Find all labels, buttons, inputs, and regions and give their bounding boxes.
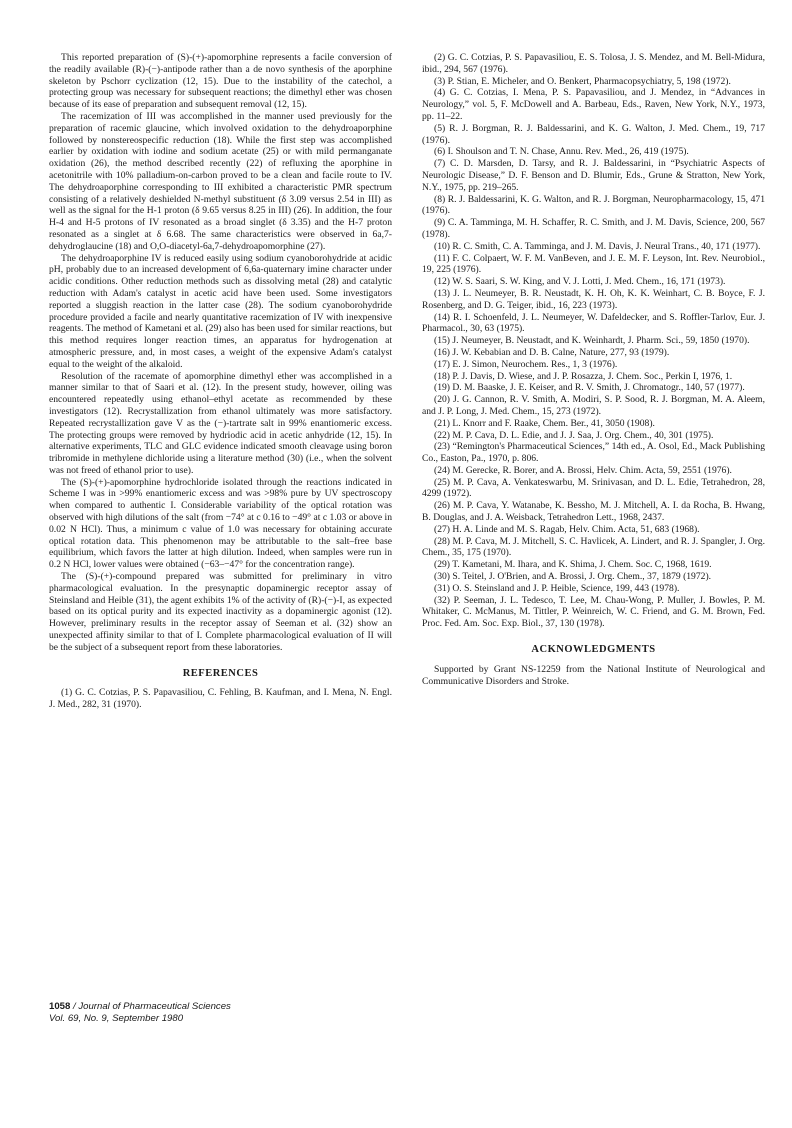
- body-text: [49, 52, 392, 654]
- reference-item: (22) M. P. Cava, D. L. Edie, and J. J. Saa, J. Org. Chem., 40, 301 (1975).: [434, 429, 714, 441]
- page-number: 1058: [49, 1001, 71, 1012]
- reference-item: (16) J. W. Kebabian and D. B. Calne, Nature, 277, 93 (1979).: [434, 346, 670, 358]
- reference-item: (14) R. I. Schoenfeld, J. L. Neumeyer, W. Dafeldecker, and S. Roffler-Tarlov, Eur. J. Pharmacol., 30, 63 (1975).: [422, 311, 765, 335]
- reference-item: (23) “Remington's Pharmaceutical Sciences,” 14th ed., A. Osol, Ed., Mack Publishing Co., Easton, Pa., 1970, p. 806.: [422, 441, 765, 465]
- body-paragraph: Resolution of the racemate of apomorphine dimethyl ether was accomplished in a manner similar to that of Saari et al. (12). In the present study, however, oiling was encountered repeatedly using ethanol–ethyl acetate as recommended by these investigators (12). Recrystallization from ethanol ultimately was more satisfactory. Repeated recrystallization gave V as the (−)-tartrate salt in 99% enantiomeric excess. The protecting groups were removed by hydriodic acid in acetic anhydride (12, 15). In alternative experiments, TLC and GLC evidence indicated smooth cleavage using boron tribromide in methylene dichloride using a literature method (30) (i.e., when the solvent was not freed of ethanol prior to use).: [49, 370, 392, 476]
- reference-item: (24) M. Gerecke, R. Borer, and A. Brossi, Helv. Chim. Acta, 59, 2551 (1976).: [434, 464, 732, 476]
- reference-item: (4) G. C. Cotzias, I. Mena, P. S. Papavasiliou, and J. Mendez, in “Advances in Neurology,” vol. 5, F. McDowell and A. Barbeau, Eds., Raven, New York, N.Y., 1973, pp. 11–22.: [422, 87, 765, 122]
- reference-item: (28) M. P. Cava, M. J. Mitchell, S. C. Havlicek, A. Lindert, and R. J. Spangler, J. Org. Chem., 35, 175 (1970).: [422, 535, 765, 559]
- reference-item: (15) J. Neumeyer, B. Neustadt, and K. Weinhardt, J. Pharm. Sci., 59, 1850 (1970).: [434, 335, 750, 347]
- right-column: [422, 52, 765, 687]
- acknowledgments-text: Supported by Grant NS-12259 from the National Institute of Neurological and Communicative Disorders and Stroke.: [422, 663, 765, 687]
- reference-item: (19) D. M. Baaske, J. E. Keiser, and R. V. Smith, J. Chromatogr., 140, 57 (1977).: [434, 382, 745, 394]
- reference-item: (11) F. C. Colpaert, W. F. M. VanBeven, and J. E. M. F. Leyson, Int. Rev. Neurobiol., 19, 225 (1976).: [422, 252, 765, 276]
- reference-item: (30) S. Teitel, J. O'Brien, and A. Brossi, J. Org. Chem., 37, 1879 (1972).: [434, 571, 712, 583]
- reference-item: (5) R. J. Borgman, R. J. Baldessarini, and K. G. Walton, J. Med. Chem., 19, 717 (1976).: [422, 122, 765, 146]
- body-paragraph: The racemization of III was accomplished in the manner used previously for the preparation of racemic glaucine, which involved oxidation to the dehydroaporphine followed by nonstereospecific reduction (18). While the first step was accomplished earlier by oxidation with iodine and sodium acetate (25) or with mild permanganate oxidation (26), the method described recently (22) of refluxing the aporphine in acetonitrile with 10% palladium-on-carbon proved to be a clean and facile route to IV. The dehydroaporphine corresponding to III exhibited a characteristic PMR spectrum consisting of a relatively deshielded N-methyl substituent (δ 3.09 versus 2.54 in III) as well as the signal for the H-1 proton (δ 9.65 versus 8.25 in III) (26). In addition, the four H-4 and H-5 protons of IV resonated as a broad singlet (δ 3.35) and the H-7 proton resonated as a singlet at δ 6.68. The same characteristics were observed in 6a,7-dehydroglaucine (18) and O,O-diacetyl-6a,7-dehydroapomorphine (27).: [49, 110, 392, 252]
- reference-item: (20) J. G. Cannon, R. V. Smith, A. Modiri, S. P. Sood, R. J. Borgman, M. A. Aleem, and J. P. Long, J. Med. Chem., 15, 273 (1972).: [422, 394, 765, 417]
- reference-item: (27) H. A. Linde and M. S. Ragab, Helv. Chim. Acta, 51, 683 (1968).: [434, 523, 700, 535]
- acknowledgments-heading: ACKNOWLEDGMENTS: [531, 644, 656, 656]
- reference-item: (32) P. Seeman, J. L. Tedesco, T. Lee, M. Chau-Wong, P. Muller, J. Bowles, P. M. Whitaker, C. McManus, M. Tittler, P. Weinreich, W. C. Friend, and G. M. Brown, Fed. Proc. Fed. Am. Soc. Exp. Biol., 37, 130 (1978).: [422, 594, 765, 630]
- journal-issue: Vol. 69, No. 9, September 1980: [49, 1013, 184, 1024]
- reference-item: (25) M. P. Cava, A. Venkateswarbu, M. Srinivasan, and D. L. Edie, Tetrahedron, 28, 4299 (1972).: [422, 476, 765, 500]
- journal-name: Journal of Pharmaceutical Sciences: [78, 1001, 231, 1012]
- reference-item: (9) C. A. Tamminga, M. H. Schaffer, R. C. Smith, and J. M. Davis, Science, 200, 567 (1978).: [422, 217, 765, 240]
- reference-item: (3) P. Stian, E. Micheler, and O. Benkert, Pharmacopsychiatry, 5, 198 (1972).: [434, 75, 731, 87]
- reference-item: (18) P. J. Davis, D. Wiese, and J. P. Rosazza, J. Chem. Soc., Perkin I, 1976, 1.: [434, 370, 733, 382]
- body-paragraph: The (S)-(+)-apomorphine hydrochloride isolated through the reactions indicated in Scheme I was in >99% enantiomeric excess and was >98% pure by UV spectroscopy when compared to authentic I. Considerable variability of the optical rotation was observed with high dilutions of the salt (from −74° at c 0.16 to −49° at c 1.03 or above in 0.02 N HCl). Thus, a minimum c value of 1.0 was necessary for obtaining accurate optical rotation data. This phenomenon may be attributable to the salt–free base equilibrium, which favors the latter at high dilution. Indeed, when samples were run in 0.2 N HCl, lower values were obtained (−63–−47° for the concentration range).: [49, 476, 392, 571]
- reference-item: (8) R. J. Baldessarini, K. G. Walton, and R. J. Borgman, Neuropharmacology, 15, 471 (1976).: [422, 193, 765, 217]
- reference-item: (7) C. D. Marsden, D. Tarsy, and R. J. Baldessarini, in “Psychiatric Aspects of Neurologic Disease,” D. F. Benson and D. Blumir, Eds., Grune & Stratton, New York, N.Y., 1975, pp. 219–265.: [422, 158, 765, 193]
- reference-item: (17) E. J. Simon, Neurochem. Res., 1, 3 (1976).: [434, 358, 618, 370]
- reference-item: (13) J. L. Neumeyer, B. R. Neustadt, K. H. Oh, K. K. Weinhart, C. B. Boyce, F. J. Rosenberg, and D. G. Teiger, ibid., 16, 223 (1973).: [422, 287, 765, 311]
- references-heading: REFERENCES: [182, 667, 259, 679]
- body-paragraph: The dehydroaporphine IV is reduced easily using sodium cyanoborohydride at acidic pH, probably due to an increased development of 6,6a-quaternary imine character under acidic conditions. Other reduction methods such as dissolving metal (28) and catalytic reduction with Adam's catalyst in acetic acid have been used. Some investigators reported a sluggish reaction in the latter case (28). The sodium cyanoborohydride procedure provided a facile and nearly quantitative racemization of IV with inexpensive reagents. The method of Kametani et al. (29) also has been used for similar reactions, but this method requires longer reaction times, an apparatus for hydrogenation at atmospheric pressure, and, in most cases, a weight of the expensive Adam's catalyst equal to the weight of the alkaloid.: [49, 252, 392, 370]
- reference-item: (2) G. C. Cotzias, P. S. Papavasiliou, E. S. Tolosa, J. S. Mendez, and M. Bell-Midura, ibid., 294, 567 (1976).: [422, 52, 765, 75]
- body-paragraph: The (S)-(+)-compound prepared was submitted for preliminary in vitro pharmacological evaluation. In the presynaptic dopaminergic receptor assay of Steinsland and Heible (31), the agent exhibits 1% of the activity of (R)-(−)-I, as expected based on its optical purity and its expected inactivity as a dopaminergic agonist (12). However, preliminary results in the receptor assay of Seeman et al. (32) show an unexpected affinity similar to that of I. Complete pharmacological evaluation of II will be the subject of a subsequent report from these laboratories.: [49, 571, 392, 653]
- body-paragraph: This reported preparation of (S)-(+)-apomorphine represents a facile conversion of the readily available (R)-(−)-antipode rather than a de novo synthesis of the aporphine skeleton by Pschorr cyclization (12, 15). Due to the instability of the catechol, a protecting group was necessary for subsequent reactions; the dimethyl ether was chosen because of its ease of preparation and subsequent removal (12, 15).: [49, 52, 392, 111]
- reference-list: [422, 52, 765, 630]
- reference-item: (10) R. C. Smith, C. A. Tamminga, and J. M. Davis, J. Neural Trans., 40, 171 (1977).: [434, 240, 761, 252]
- page-footer: 1058 / Journal of Pharmaceutical Sciences Vol. 69, No. 9, September 1980: [49, 1001, 231, 1024]
- left-column: [49, 52, 392, 711]
- reference-item: (1) G. C. Cotzias, P. S. Papavasiliou, C. Fehling, B. Kaufman, and I. Mena, N. Engl. J. Med., 282, 31 (1970).: [49, 687, 392, 711]
- reference-item: (21) L. Knorr and F. Raake, Chem. Ber., 41, 3050 (1908).: [434, 417, 655, 429]
- reference-item: (6) I. Shoulson and T. N. Chase, Annu. Rev. Med., 26, 419 (1975).: [434, 146, 689, 158]
- reference-item: (29) T. Kametani, M. Ihara, and K. Shima, J. Chem. Soc. C, 1968, 1619.: [434, 559, 712, 571]
- reference-item: (31) O. S. Steinsland and J. P. Heible, Science, 199, 443 (1978).: [434, 582, 680, 594]
- reference-item: (12) W. S. Saari, S. W. King, and V. J. Lotti, J. Med. Chem., 16, 171 (1973).: [434, 276, 726, 288]
- reference-item: (26) M. P. Cava, Y. Watanabe, K. Bessho, M. J. Mitchell, A. I. da Rocha, B. Hwang, B. Douglas, and J. A. Weisback, Tetrahedron Lett., 1968, 2437.: [422, 500, 765, 524]
